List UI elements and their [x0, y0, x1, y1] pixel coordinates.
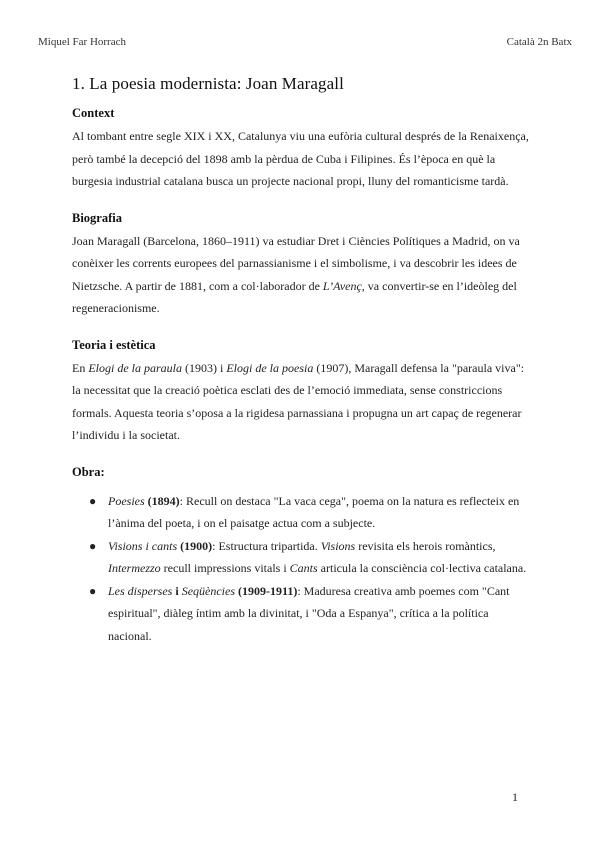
biography-journal-title: L’Avenç	[322, 278, 362, 293]
work-description: articula la consciència col·lectiva catalana.	[317, 561, 527, 575]
section-heading-works: Obra:	[72, 464, 105, 479]
theory-work-2: Elogi de la poesia	[226, 360, 314, 375]
main-content	[72, 74, 530, 665]
page-number: 1	[512, 790, 518, 804]
work-title: Les disperses	[108, 583, 173, 598]
bullet-icon: ●	[89, 493, 97, 508]
work-description: recull impressions vitals i	[160, 561, 290, 575]
work-description: : Recull on destaca "La vaca cega", poema on la natura es reflecteix en l’ànima del poeta, i on el paisatge actua com a subjecte.	[108, 493, 520, 530]
biography-text-1: Joan Maragall (Barcelona, 1860–1911) va estudiar Dret i Ciències Polítiques a Madrid, on va conèixer les corrents europees del parnassianisme i el simbolisme, i va descobrir les idees de Nietzsche. A partir de 1881, com a col·laborador de	[72, 233, 520, 293]
section-heading-theory: Teoria i estètica	[72, 337, 156, 352]
section-works	[72, 465, 530, 648]
list-item	[72, 535, 530, 580]
bullet-icon: ●	[89, 583, 97, 598]
section-heading-biography: Biografia	[72, 210, 122, 225]
biography-text-2: , va convertir-se en l’ideòleg del regeneracionisme.	[72, 278, 517, 315]
theory-text-1: En	[72, 360, 89, 375]
work-year: (1894)	[144, 493, 180, 508]
work-conjunction: i	[172, 583, 182, 598]
theory-text-3: (1907), Maragall defensa la "paraula viva": la necessitat que la creació poètica esclati des de l’emoció immediata, sense constriccions formals. Aquesta teoria s’oposa a la rigidesa parnassiana i propugna un art capaç de regenerar l’individu i la societat.	[72, 360, 525, 442]
section-heading-context: Context	[72, 106, 115, 120]
work-year: (1900)	[177, 538, 213, 553]
work-title: Poesies	[108, 493, 145, 508]
theory-text-2: (1903) i	[182, 360, 227, 375]
list-item	[72, 490, 530, 535]
page-title: 1. La poesia modernista: Joan Maragall	[72, 74, 344, 93]
section-biography	[72, 211, 530, 320]
biography-paragraph	[72, 230, 530, 320]
work-part-title: Intermezzo	[108, 561, 161, 575]
work-title: Visions i cants	[108, 538, 178, 553]
work-title: Seqüències	[181, 583, 235, 598]
section-context	[72, 106, 530, 193]
theory-work-1: Elogi de la paraula	[88, 360, 183, 375]
theory-paragraph	[72, 357, 530, 447]
work-description: revisita els herois romàntics,	[355, 538, 496, 553]
section-theory	[72, 338, 530, 447]
header-author: Miquel Far Horrach	[38, 36, 126, 48]
context-paragraph: Al tombant entre segle XIX i XX, Catalunya viu una eufòria cultural després de la Renaixença, però també la decepció del 1898 amb la pèrdua de Cuba i Filipines. És l’època en què la burgesia industrial catalana busca un projecte nacional propi, lluny del romanticisme tardà.	[72, 129, 529, 188]
list-item	[72, 580, 530, 648]
bullet-icon: ●	[89, 538, 97, 553]
work-description: : Maduresa creativa amb poemes com "Cant espiritual", diàleg íntim amb la divinitat, i "Oda a Espanya", crítica a la política nacional.	[108, 583, 510, 643]
works-list	[72, 490, 530, 648]
work-description: : Estructura tripartida.	[212, 538, 321, 553]
header-course: Català 2n Batx	[506, 36, 572, 48]
work-part-title: Cants	[289, 561, 318, 575]
work-year: (1909-1911)	[235, 583, 298, 598]
work-part-title: Visions	[320, 538, 356, 553]
